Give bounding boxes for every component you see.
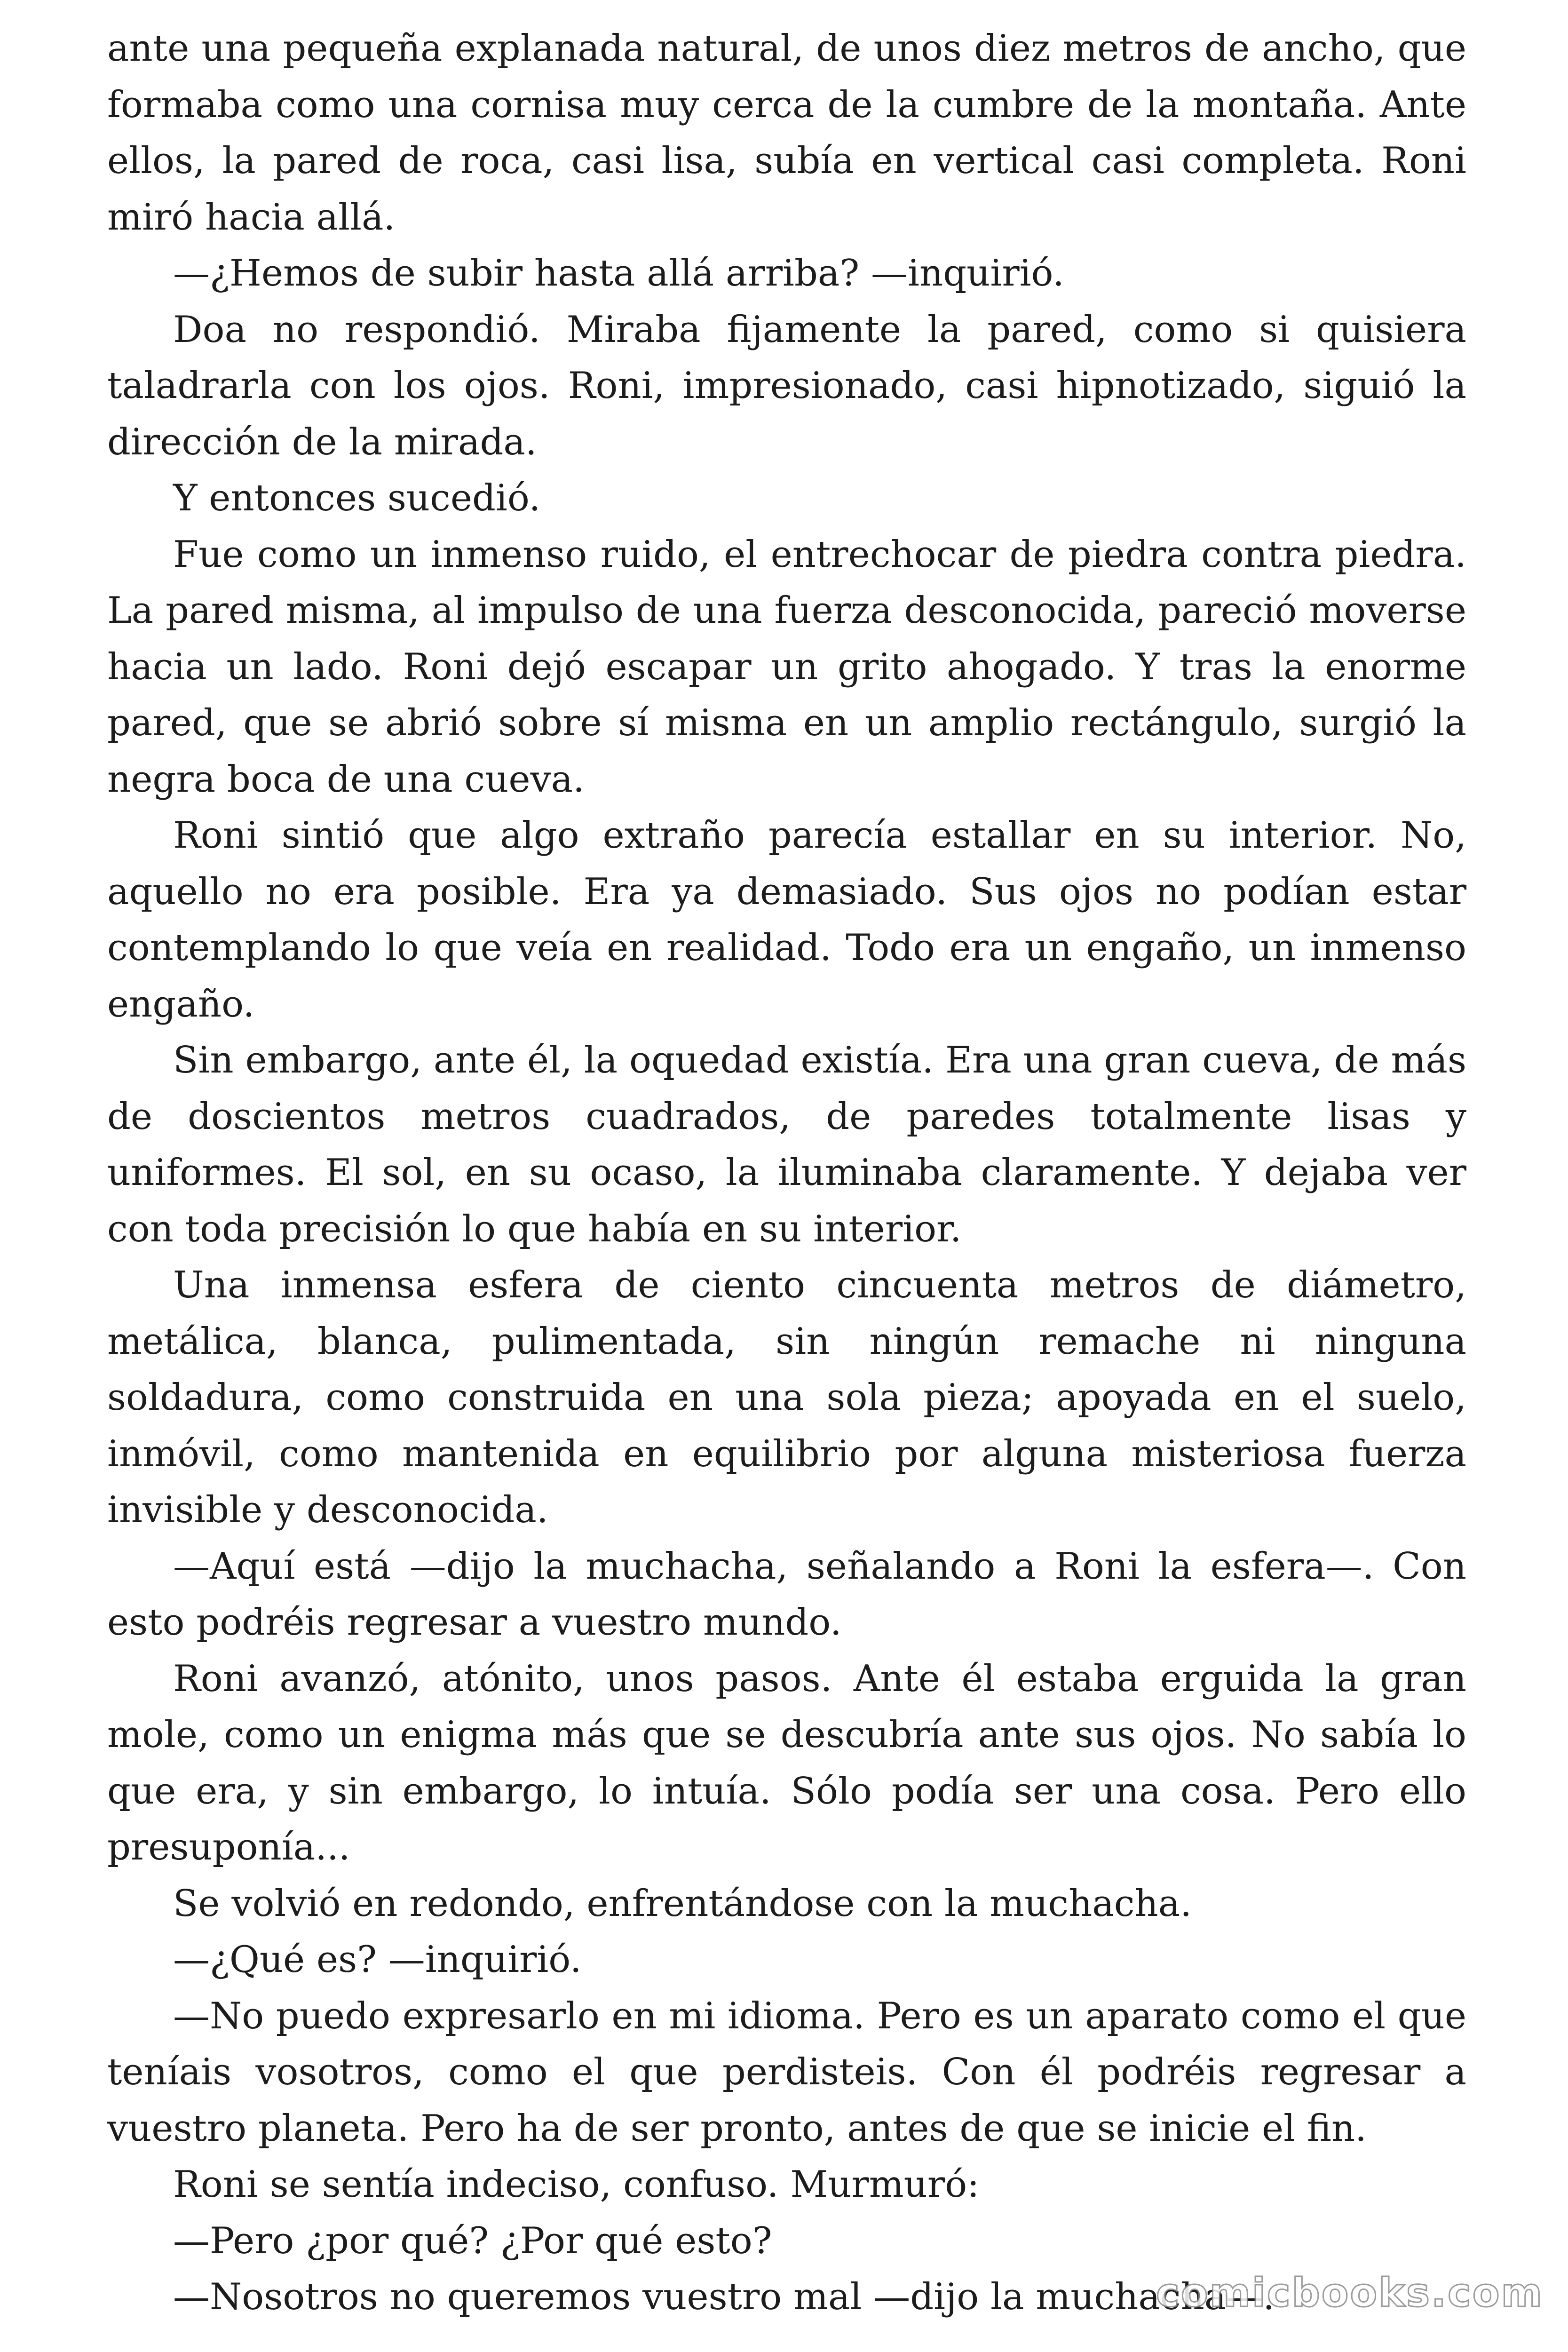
paragraph-2: —¿Hemos de subir hasta allá arriba? —inquirió. <box>173 252 1064 294</box>
paragraph-7: Sin embargo, ante él, la oquedad existía. Era una gran cueva, de más de doscientos metros cuadrados, de paredes totalmente lisas y uniformes. El sol, en su ocaso, la iluminaba claramente. Y dejaba ver con toda precisión lo que había en su interior. <box>107 1039 1466 1250</box>
paragraph-6: Roni sintió que algo extraño parecía estallar en su interior. No, aquello no era posible. Era ya demasiado. Sus ojos no podían estar contemplando lo que veía en realidad. Todo era un engaño, un inmenso engaño. <box>107 814 1466 1025</box>
paragraph-12: —¿Qué es? —inquirió. <box>173 1939 582 1981</box>
paragraph-4: Y entonces sucedió. <box>173 477 541 519</box>
watermark: comicbooks.com <box>1156 2270 1544 2316</box>
paragraph-1: ante una pequeña explanada natural, de unos diez metros de ancho, que formaba como una cornisa muy cerca de la cumbre de la montaña. Ante ellos, la pared de roca, casi lisa, subía en vertical casi completa. Roni miró hacia allá. <box>107 27 1466 238</box>
book-page <box>107 21 1466 2340</box>
paragraph-15: —Pero ¿por qué? ¿Por qué esto? <box>173 2219 772 2262</box>
paragraph-13: —No puedo expresarlo en mi idioma. Pero es un aparato como el que teníais vosotros, como el que perdisteis. Con él podréis regresar a vuestro planeta. Pero ha de ser pronto, antes de que se inicie el fin. <box>107 1994 1466 2150</box>
paragraph-9: —Aquí está —dijo la muchacha, señalando a Roni la esfera—. Con esto podréis regresar a vuestro mundo. <box>107 1545 1466 1644</box>
paragraph-14: Roni se sentía indeciso, confuso. Murmuró: <box>173 2163 980 2206</box>
paragraph-5: Fue como un inmenso ruido, el entrechocar de piedra contra piedra. La pared misma, al impulso de una fuerza desconocida, pareció moverse hacia un lado. Roni dejó escapar un grito ahogado. Y tras la enorme pared, que se abrió sobre sí misma en un amplio rectángulo, surgió la negra boca de una cueva. <box>107 533 1466 801</box>
paragraph-10: Roni avanzó, atónito, unos pasos. Ante él estaba erguida la gran mole, como un enigma más que se descubría ante sus ojos. No sabía lo que era, y sin embargo, lo intuía. Sólo podía ser una cosa. Pero ello presuponía... <box>107 1657 1466 1868</box>
paragraph-11: Se volvió en redondo, enfrentándose con la muchacha. <box>173 1882 1192 1925</box>
paragraph-16: —Nosotros no queremos vuestro mal —dijo la muchacha—. <box>173 2276 1275 2318</box>
paragraph-3: Doa no respondió. Miraba fijamente la pared, como si quisiera taladrarla con los ojos. Roni, impresionado, casi hipnotizado, siguió la dirección de la mirada. <box>107 308 1466 463</box>
paragraph-8: Una inmensa esfera de ciento cincuenta metros de diámetro, metálica, blanca, pulimentada, sin ningún remache ni ninguna soldadura, como construida en una sola pieza; apoyada en el suelo, inmóvil, como mantenida en equilibrio por alguna misteriosa fuerza invisible y desconocida. <box>107 1264 1466 1531</box>
